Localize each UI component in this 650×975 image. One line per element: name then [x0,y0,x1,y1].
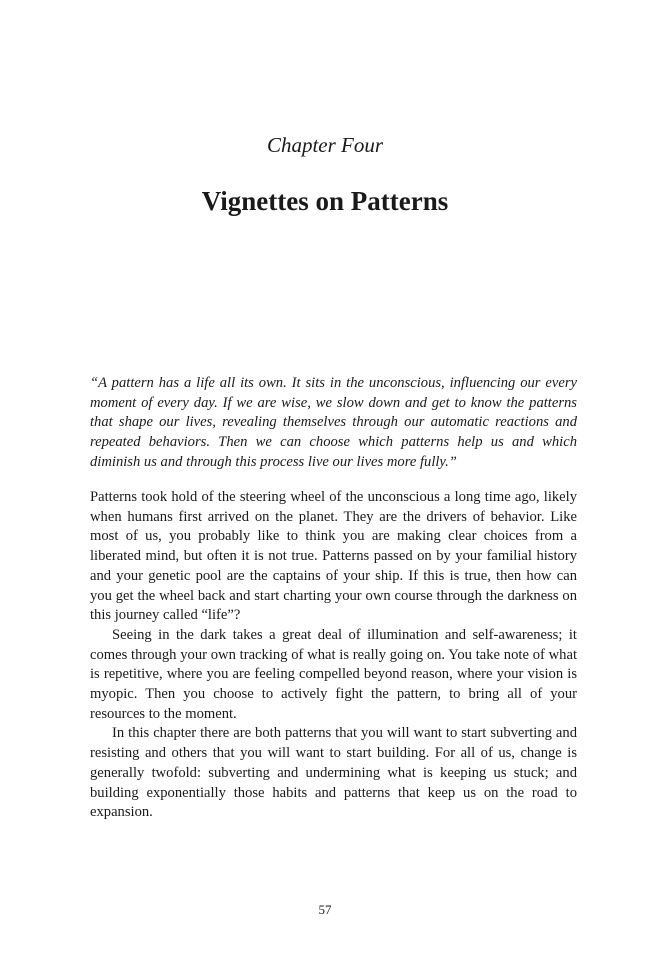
chapter-title: Vignettes on Patterns [201,186,449,216]
body-paragraph: Patterns took hold of the steering wheel of the unconscious a long time ago, likely when humans first arrived on the planet. They are the drivers of behavior. Like most of us, you probably like to think you are making clear choices from a liberated mind, but often it is not true. Patterns passed on by your familial history and your genetic pool are the captains of your ship. If this is true, then how can you get the wheel back and start charting your own course through the darkness on this journey called “life”? [90,489,577,624]
epigraph-quote: “A pattern has a life all its own. It sits in the unconscious, influencing our every moment of every day. If we are wise, we slow down and get to know the patterns that shape our lives, revealing themselves through our automatic reactions and repeated behaviors. Then we can choose which patterns help us and which diminish us and through this process live our lives more fully.” [90,375,577,470]
chapter-body [90,488,577,823]
chapter-label: Chapter Four [266,133,384,157]
page-number: 57 [318,902,332,917]
body-paragraph: In this chapter there are both patterns that you will want to start subverting and resisting and others that you will want to start building. For all of us, change is generally twofold: subverting and undermining what is keeping us stuck; and building exponentially those habits and patterns that keep us on the road to expansion. [90,725,577,821]
body-paragraph: Seeing in the dark takes a great deal of illumination and self-awareness; it comes through your own tracking of what is really going on. You take note of what is repetitive, where you are feeling compelled beyond reason, where your vision is myopic. Then you choose to actively fight the pattern, to bring all of your resources to the moment. [90,626,577,722]
